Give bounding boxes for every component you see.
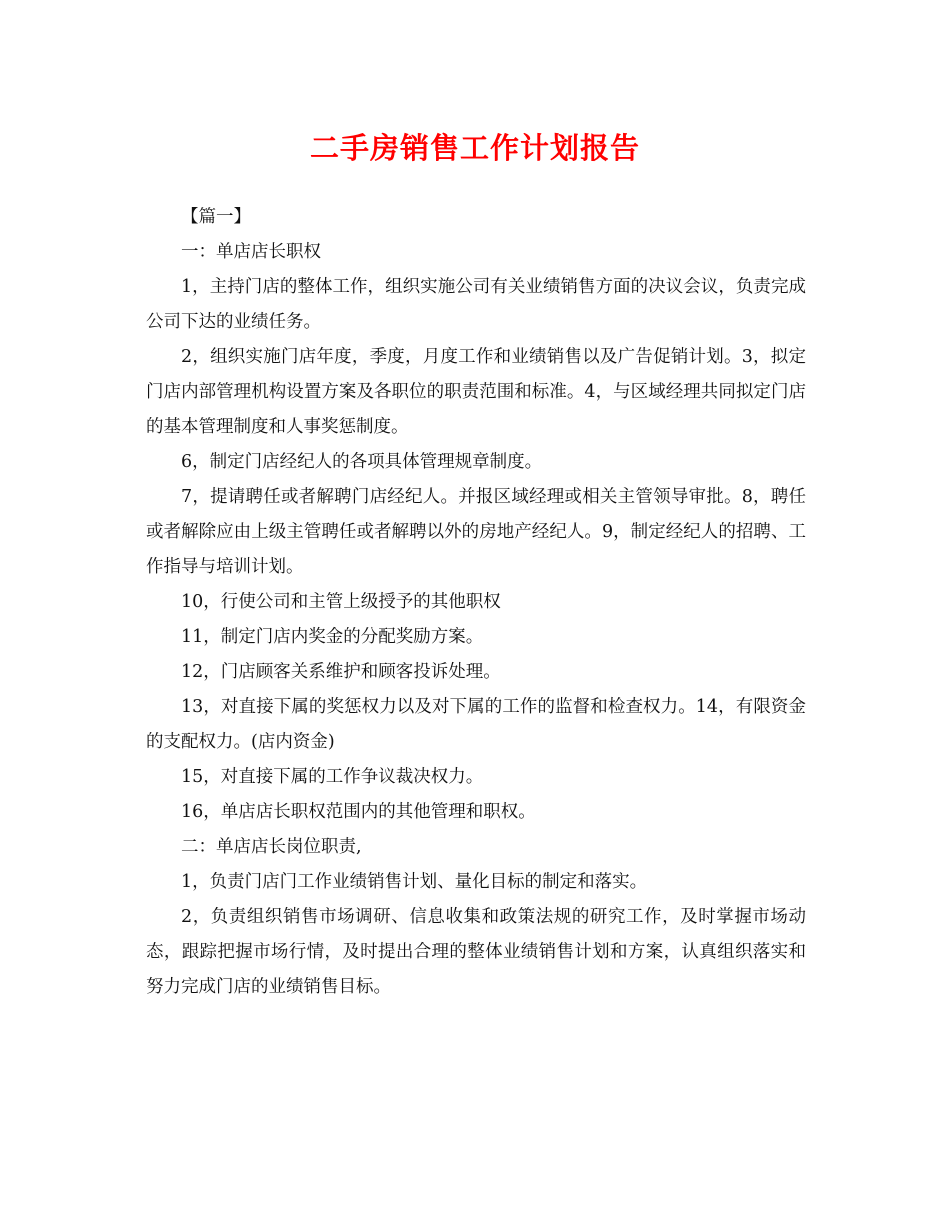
paragraph: 13，对直接下属的奖惩权力以及对下属的工作的监督和检查权力。14，有限资金的支配权力。(店内资金) bbox=[146, 697, 806, 752]
paragraph: 11，制定门店内奖金的分配奖励方案。 bbox=[181, 627, 484, 647]
paragraph: 7，提请聘任或者解聘门店经纪人。并报区域经理或相关主管领导审批。8，聘任或者解除应由上级主管聘任或者解聘以外的房地产经纪人。9，制定经纪人的招聘、工作指导与培训计划。 bbox=[146, 487, 806, 577]
paragraph: 16，单店店长职权范围内的其他管理和职权。 bbox=[181, 802, 536, 822]
paragraph: 1，主持门店的整体工作，组织实施公司有关业绩销售方面的决议会议，负责完成公司下达的业绩任务。 bbox=[146, 277, 806, 332]
paragraph: 15，对直接下属的工作争议裁决权力。 bbox=[181, 767, 484, 787]
paragraph: 2，组织实施门店年度，季度，月度工作和业绩销售以及广告促销计划。3，拟定门店内部管理机构设置方案及各职位的职责范围和标准。4，与区域经理共同拟定门店的基本管理制度和人事奖惩制度。 bbox=[146, 347, 806, 437]
document-title: 二手房销售工作计划报告 bbox=[309, 131, 640, 165]
paragraph: 1，负责门店门工作业绩销售计划、量化目标的制定和落实。 bbox=[181, 872, 648, 892]
paragraph-heading-authority: 一：单店店长职权 bbox=[181, 242, 321, 262]
paragraph-section-label: 【篇一】 bbox=[181, 207, 251, 227]
paragraph: 6，制定门店经纪人的各项具体管理规章制度。 bbox=[181, 452, 543, 472]
paragraph: 2，负责组织销售市场调研、信息收集和政策法规的研究工作，及时掌握市场动态，跟踪把握市场行情，及时提出合理的整体业绩销售计划和方案，认真组织落实和努力完成门店的业绩销售目标。 bbox=[146, 907, 806, 997]
document-body bbox=[146, 200, 806, 1005]
paragraph: 12，门店顾客关系维护和顾客投诉处理。 bbox=[181, 662, 501, 682]
paragraph-heading-duties: 二：单店店长岗位职责, bbox=[181, 837, 362, 857]
paragraph: 10，行使公司和主管上级授予的其他职权 bbox=[181, 592, 501, 612]
